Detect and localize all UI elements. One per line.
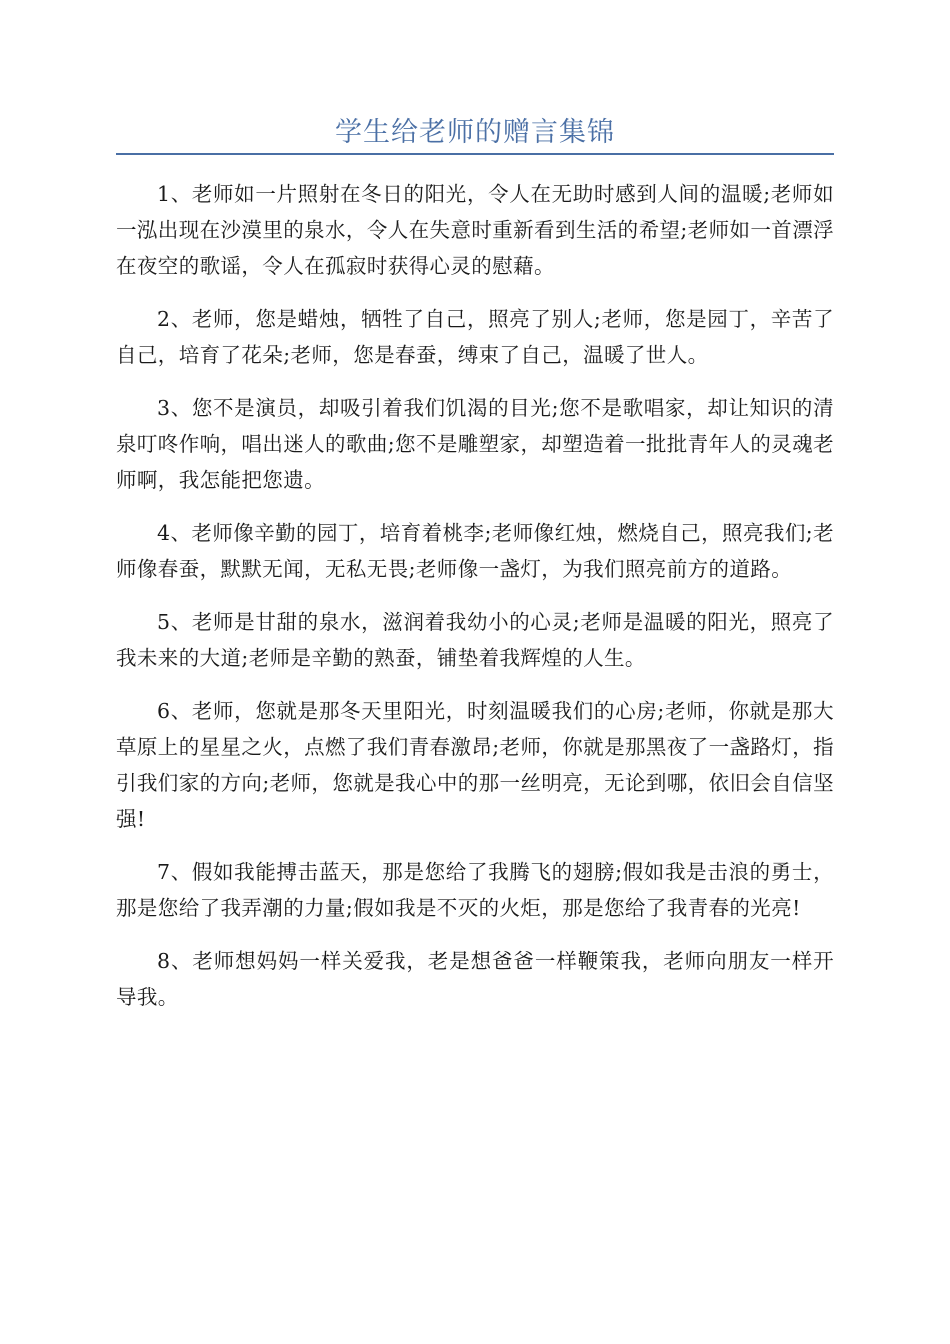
paragraph-1: 1、老师如一片照射在冬日的阳光，令人在无助时感到人间的温暖;老师如一泓出现在沙漠里的泉水，令人在失意时重新看到生活的希望;老师如一首漂浮在夜空的歌谣，令人在孤寂时获得心灵的慰藉。 (116, 182, 834, 278)
paragraph-4: 4、老师像辛勤的园丁，培育着桃李;老师像红烛，燃烧自己，照亮我们;老师像春蚕，默默无闻，无私无畏;老师像一盏灯，为我们照亮前方的道路。 (116, 521, 834, 581)
document-body (116, 176, 834, 1032)
paragraph-6: 6、老师，您就是那冬天里阳光，时刻温暖我们的心房;老师，你就是那大草原上的星星之火，点燃了我们青春激昂;老师，你就是那黑夜了一盏路灯，指引我们家的方向;老师，您就是我心中的那一丝明亮，无论到哪，依旧会自信坚强! (116, 699, 834, 831)
document-title: 学生给老师的赠言集锦 (335, 117, 615, 148)
paragraph-3: 3、您不是演员，却吸引着我们饥渴的目光;您不是歌唱家，却让知识的清泉叮咚作响，唱出迷人的歌曲;您不是雕塑家，却塑造着一批批青年人的灵魂老师啊，我怎能把您遗。 (116, 396, 834, 492)
paragraph-2: 2、老师，您是蜡烛，牺牲了自己，照亮了别人;老师，您是园丁，辛苦了自己，培育了花朵;老师，您是春蚕，缚束了自己，温暖了世人。 (116, 307, 834, 367)
paragraph-7: 7、假如我能搏击蓝天，那是您给了我腾飞的翅膀;假如我是击浪的勇士，那是您给了我弄潮的力量;假如我是不灭的火炬，那是您给了我青春的光亮! (116, 860, 834, 920)
paragraph-8: 8、老师想妈妈一样关爱我，老是想爸爸一样鞭策我，老师向朋友一样开导我。 (116, 949, 834, 1009)
paragraph-5: 5、老师是甘甜的泉水，滋润着我幼小的心灵;老师是温暖的阳光，照亮了我未来的大道;老师是辛勤的熟蚕，铺垫着我辉煌的人生。 (116, 610, 834, 670)
title-underline (116, 153, 834, 155)
